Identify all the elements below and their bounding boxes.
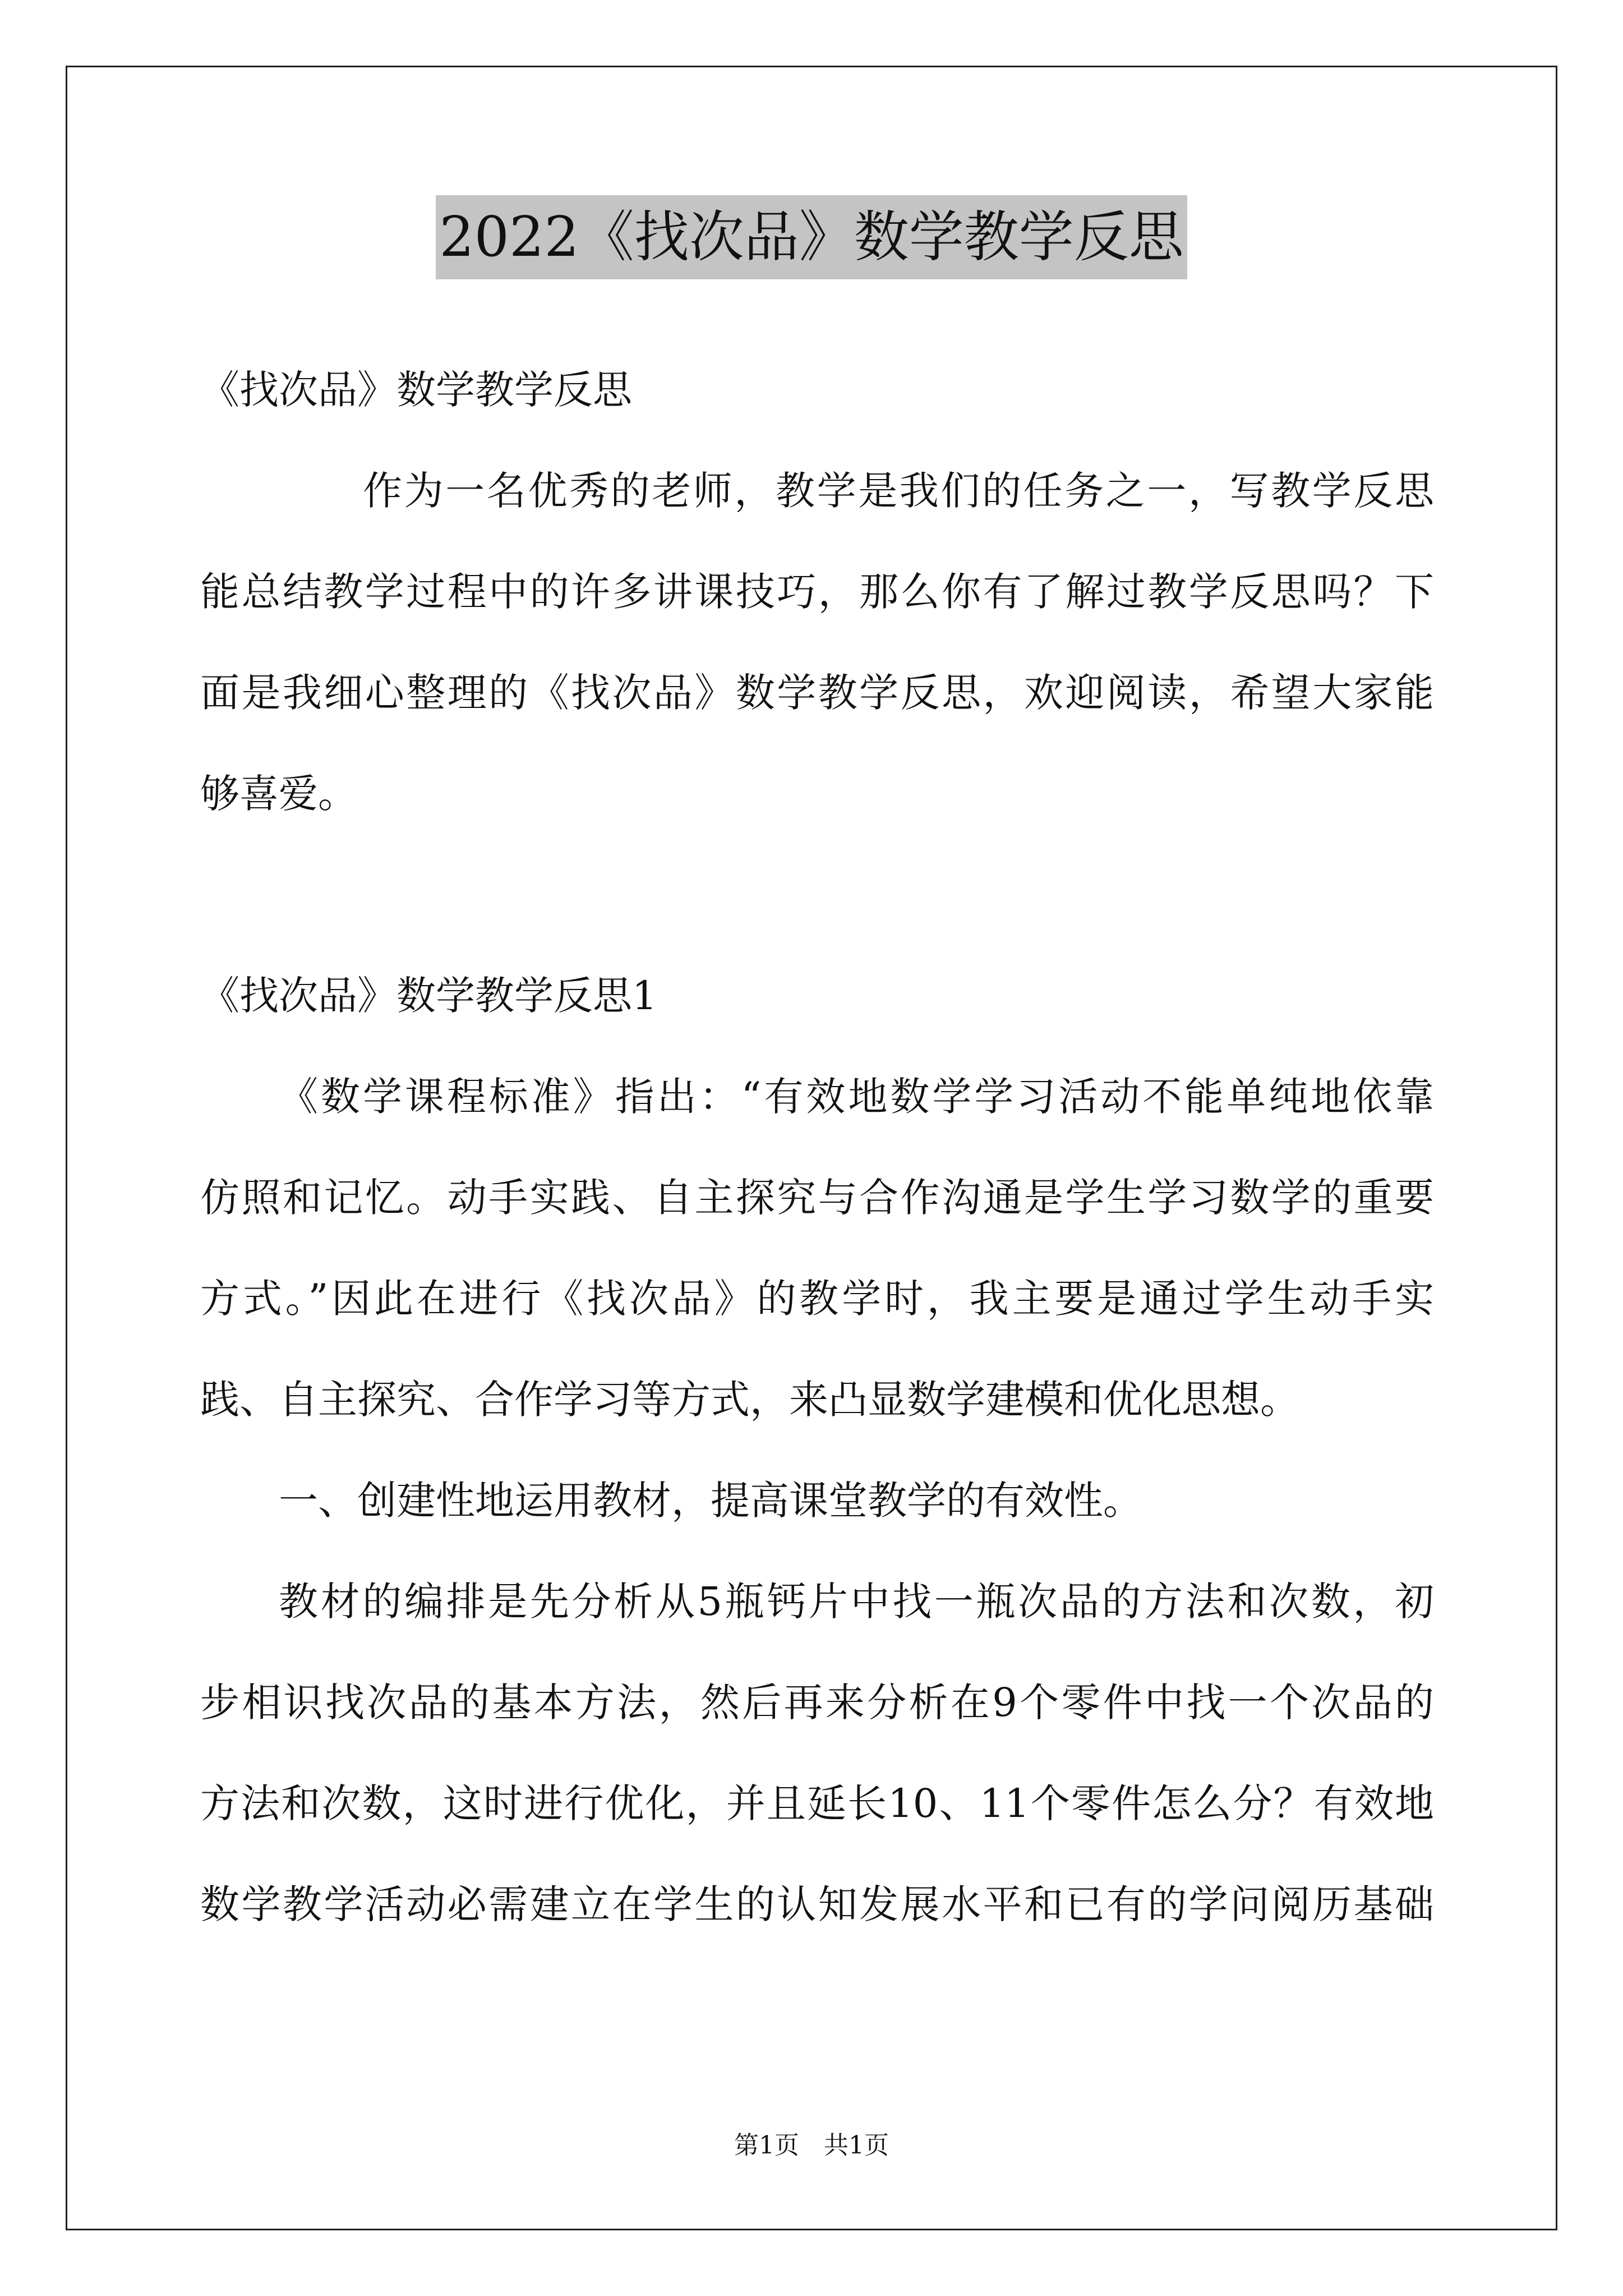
- para1-line-1: 《数学课程标准》指出：“有效地数学学习活动不能单纯地依靠: [279, 1074, 1434, 1120]
- para2-line-2: 步相识找次品的基本方法，然后再来分析在9个零件中找一个次品的: [200, 1680, 1434, 1726]
- point-1-heading: 一、创建性地运用教材，提高课堂教学的有效性。: [279, 1478, 1142, 1524]
- document-body: [200, 339, 1434, 1955]
- intro-line-1: 作为一名优秀的老师，教学是我们的任务之一，写教学反思: [363, 468, 1434, 514]
- page-number-footer: 第1页 共1页: [734, 2131, 889, 2160]
- para1-line-2: 仿照和记忆。动手实践、自主探究与合作沟通是学生学习数学的重要: [200, 1175, 1434, 1221]
- intro-line-2: 能总结教学过程中的许多讲课技巧，那么你有了解过教学反思吗？下: [200, 569, 1434, 615]
- para2-line-4: 数学教学活动必需建立在学生的认知发展水平和已有的学问阅历基础: [200, 1881, 1434, 1927]
- section-heading: 《找次品》数学教学反思1: [200, 973, 657, 1019]
- para2-line-1: 教材的编排是先分析从5瓶钙片中找一瓶次品的方法和次数，初: [279, 1579, 1434, 1625]
- document-subtitle: 《找次品》数学教学反思: [200, 367, 632, 413]
- document-title-text: 2022《找次品》数学教学反思: [436, 195, 1187, 279]
- intro-line-3: 面是我细心整理的《找次品》数学教学反思，欢迎阅读，希望大家能: [200, 670, 1434, 716]
- document-title: [0, 195, 1623, 279]
- para1-line-3: 方式。”因此在进行《找次品》的教学时，我主要是通过学生动手实: [200, 1276, 1434, 1322]
- para1-line-4: 践、自主探究、合作学习等方式，来凸显数学建模和优化思想。: [200, 1377, 1299, 1423]
- para2-line-3: 方法和次数，这时进行优化，并且延长10、11个零件怎么分？有效地: [200, 1780, 1434, 1826]
- intro-line-4: 够喜爱。: [200, 771, 357, 817]
- section-gap: [200, 844, 1434, 945]
